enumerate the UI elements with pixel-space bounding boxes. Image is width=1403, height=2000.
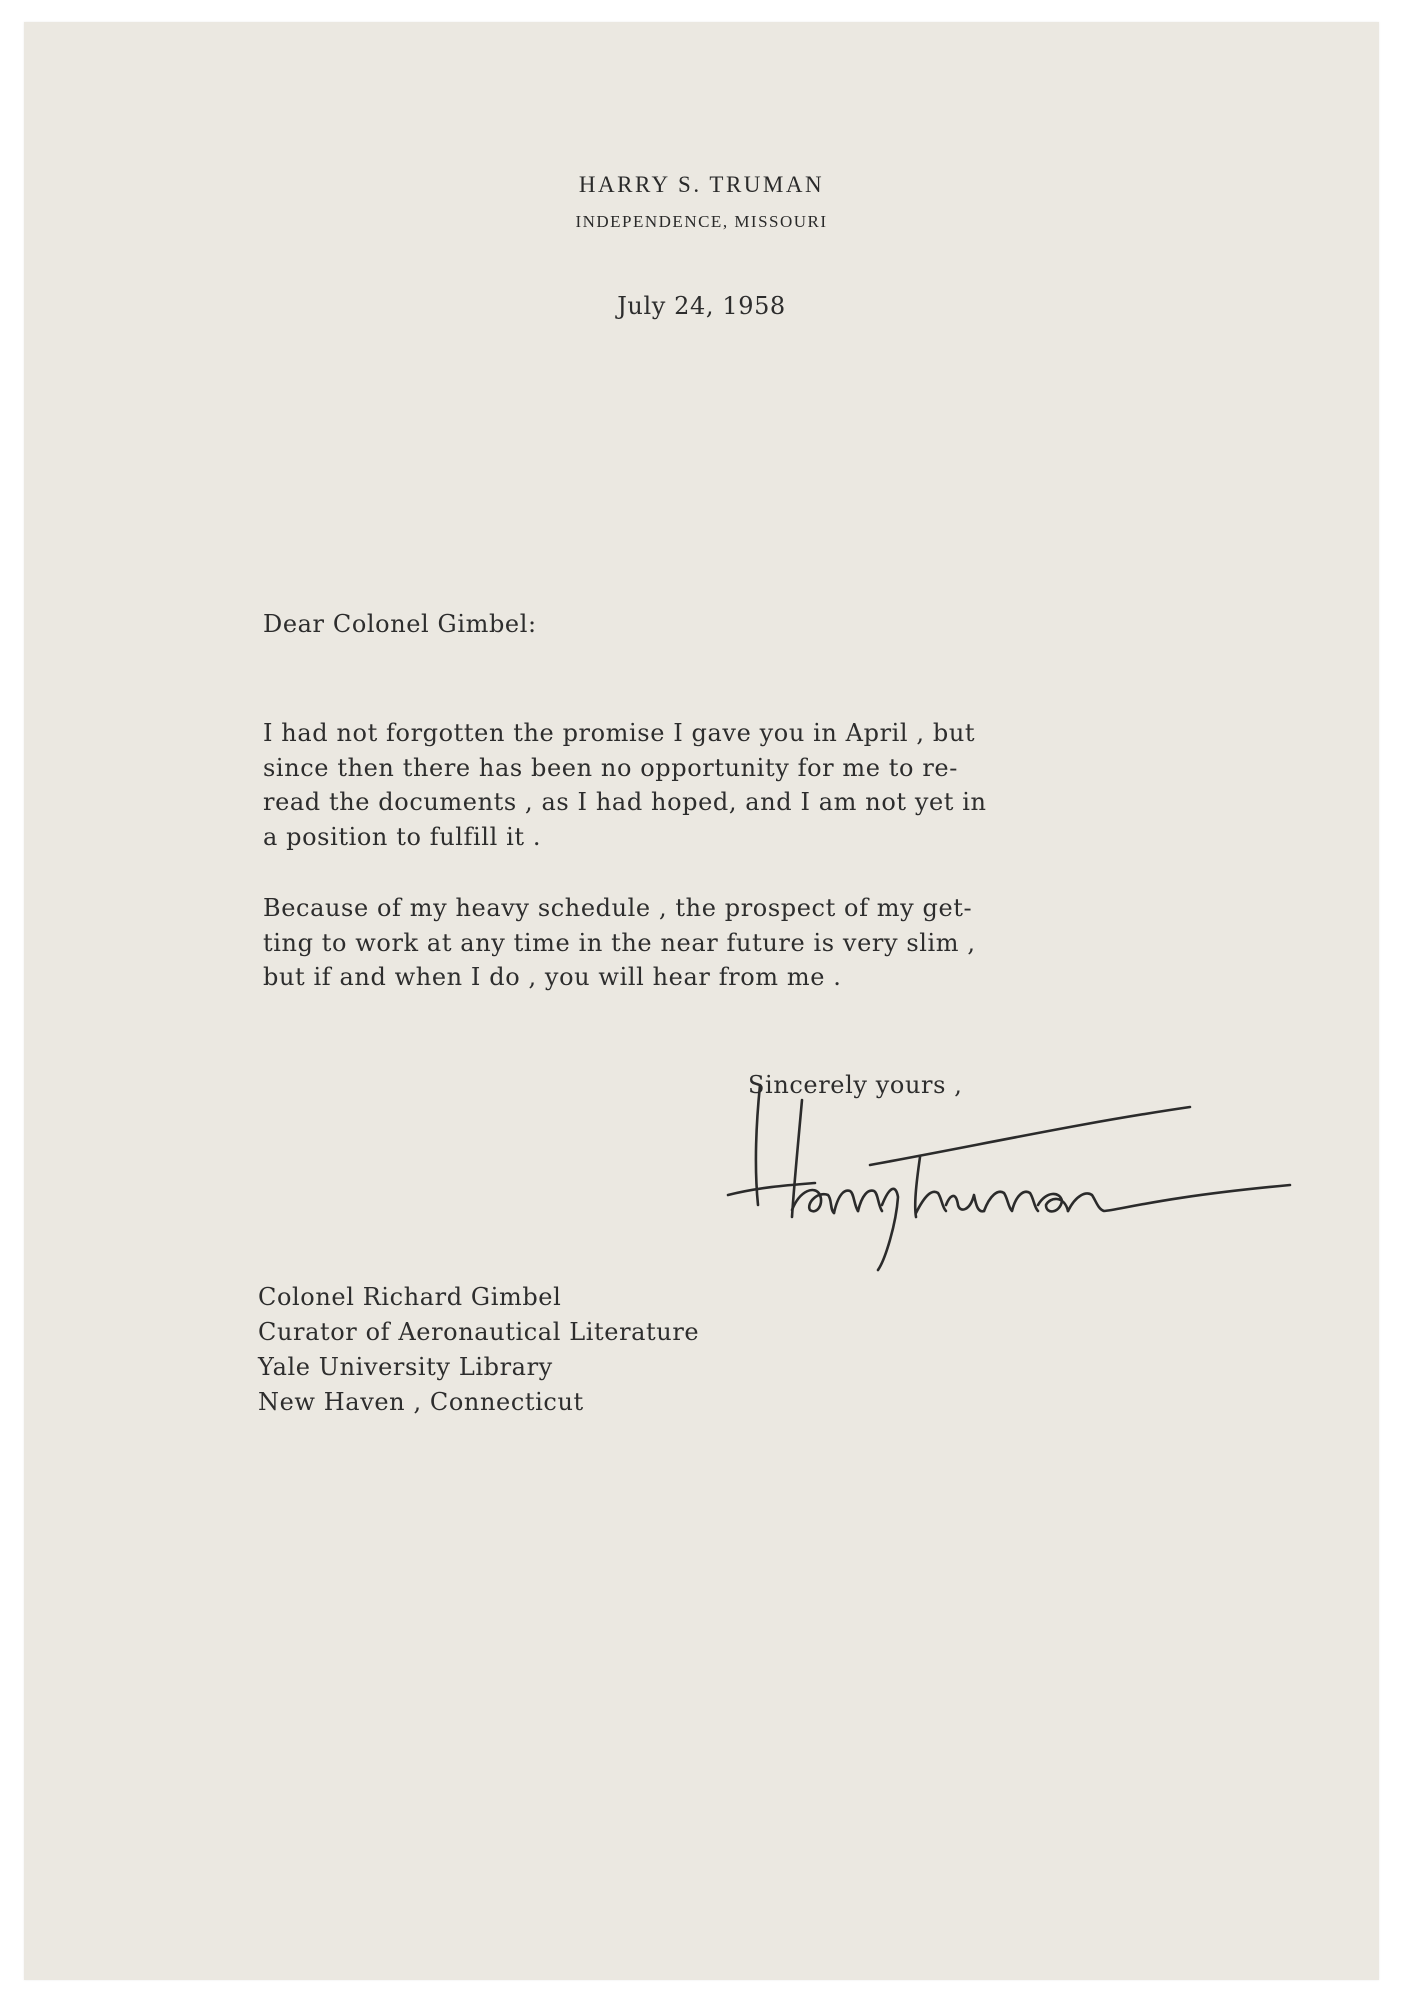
paragraph-line: I had not forgotten the promise I gave you in April , but (263, 719, 976, 747)
closing: Sincerely yours , (748, 1071, 963, 1099)
letterhead-name: HARRY S. TRUMAN (578, 172, 825, 197)
paragraph-line: ting to work at any time in the near future is very slim , (263, 928, 976, 957)
paragraph-1 (263, 716, 1143, 854)
paragraph-line: a position to fulfill it . (263, 822, 542, 851)
recipient-address (258, 1280, 699, 1420)
address-line: Yale University Library (258, 1353, 553, 1381)
address-line: New Haven , Connecticut (258, 1388, 584, 1416)
salutation: Dear Colonel Gimbel: (263, 610, 537, 638)
letterhead-place: INDEPENDENCE, MISSOURI (575, 212, 828, 231)
letter-date: July 24, 1958 (617, 292, 786, 320)
paragraph-line: since then there has been no opportunity for me to re- (263, 753, 958, 782)
address-line: Colonel Richard Gimbel (258, 1283, 562, 1311)
paragraph-line: but if and when I do , you will hear from me . (263, 963, 842, 991)
handwritten-signature (720, 1045, 1300, 1275)
paragraph-2 (263, 891, 1143, 995)
address-line: Curator of Aeronautical Literature (258, 1318, 700, 1346)
paragraph-line: read the documents , as I had hoped, and I am not yet in (263, 788, 987, 816)
paragraph-line: Because of my heavy schedule , the prospect of my get- (263, 894, 973, 922)
